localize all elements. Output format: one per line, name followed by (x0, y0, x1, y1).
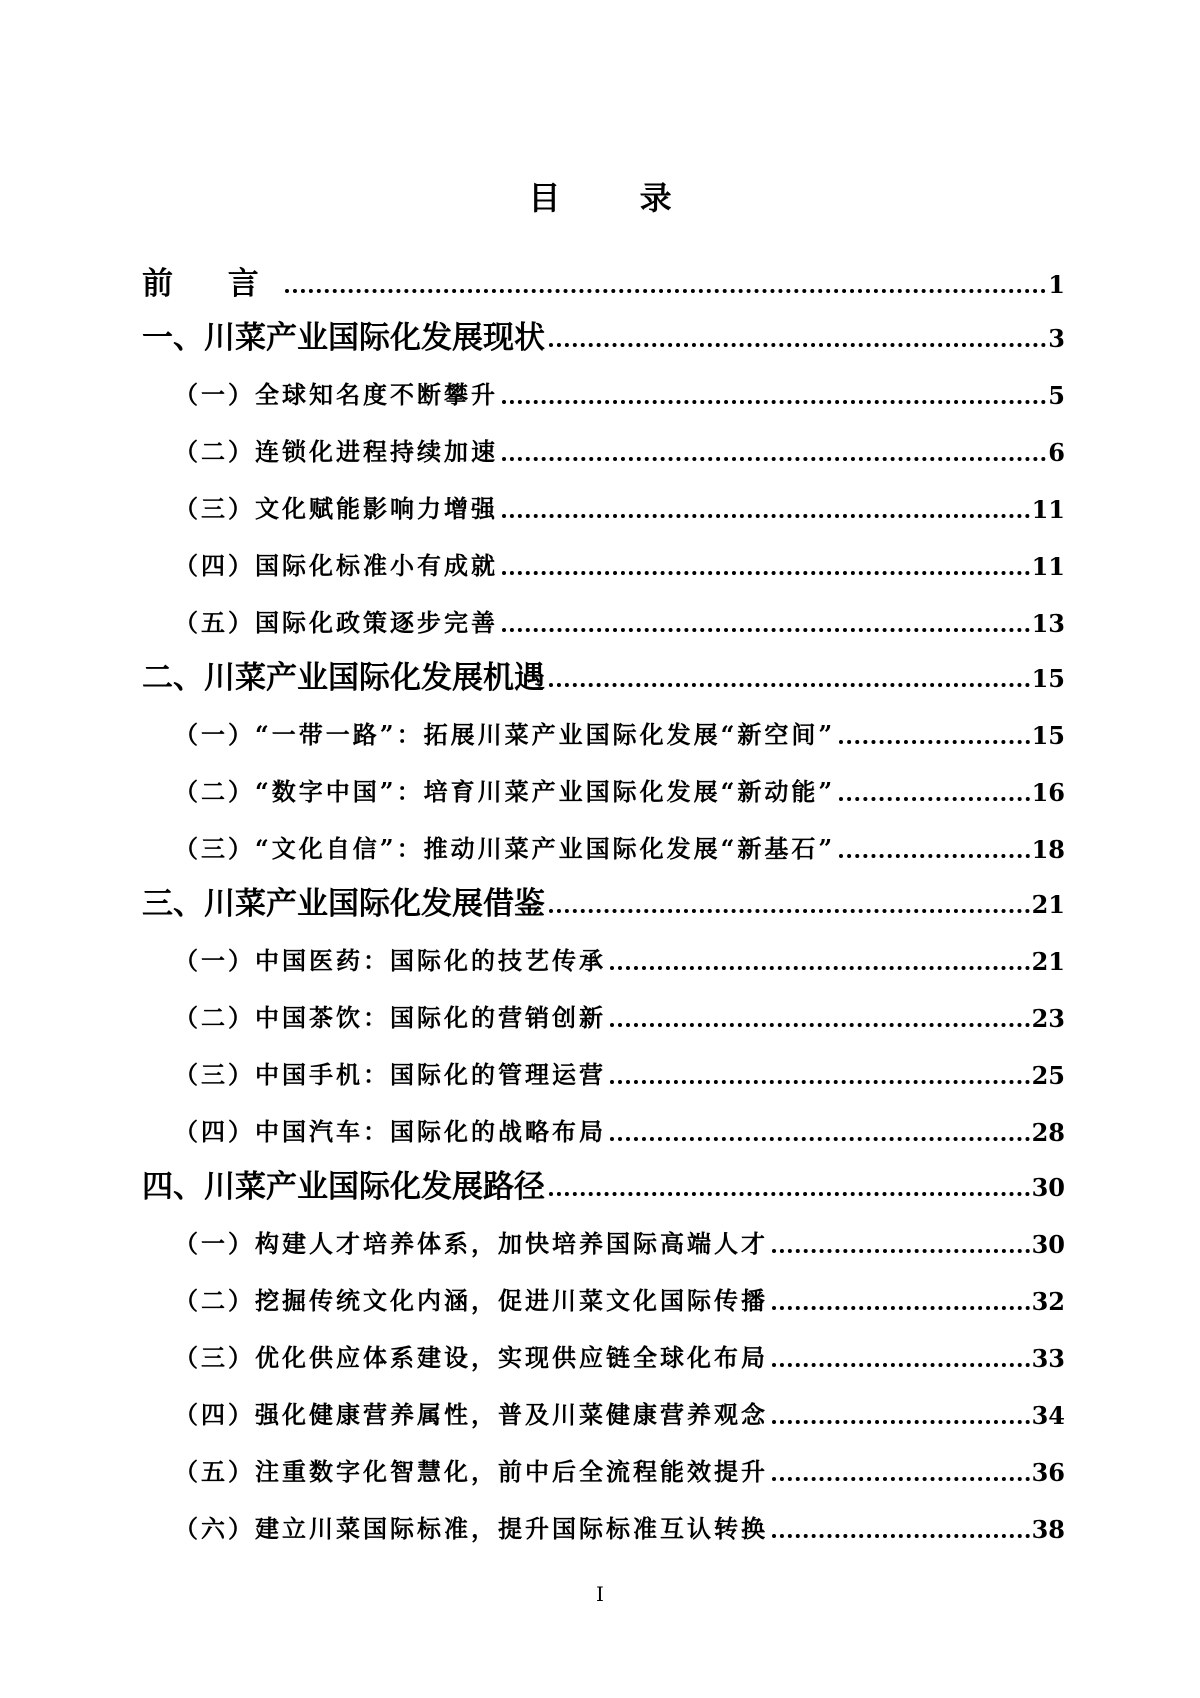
dot-leader (772, 1534, 1030, 1538)
toc-entry-section-4-5[interactable] (174, 1450, 1065, 1490)
toc-entry-label: （四）国际化标准小有成就 (174, 551, 498, 580)
toc-entry-page: 36 (1031, 1458, 1065, 1487)
dot-leader (502, 457, 1046, 461)
toc-entry-label: （二）挖掘传统文化内涵，促进川菜文化国际传播 (174, 1286, 768, 1315)
dot-leader (549, 343, 1046, 347)
toc-entry-preface[interactable] (142, 262, 1065, 302)
dot-leader (839, 797, 1029, 801)
toc-entry-label: （三）中国手机：国际化的管理运营 (174, 1060, 606, 1089)
toc-entry-section-2-1[interactable] (174, 713, 1065, 753)
toc-entry-section-3[interactable] (142, 882, 1065, 922)
toc-entry-label: （二）连锁化进程持续加速 (174, 437, 498, 466)
toc-entry-section-3-4[interactable] (174, 1110, 1065, 1150)
toc-entry-page: 15 (1031, 721, 1065, 750)
dot-leader (610, 1023, 1030, 1027)
toc-entry-section-1-3[interactable] (174, 487, 1065, 527)
toc-entry-label: （一）中国医药：国际化的技艺传承 (174, 946, 606, 975)
toc-entry-section-1-1[interactable] (174, 373, 1065, 413)
toc-entry-page: 25 (1031, 1061, 1065, 1090)
toc-entry-label: 三、川菜产业国际化发展借鉴 (142, 886, 545, 922)
dot-leader (772, 1420, 1030, 1424)
dot-leader (610, 1137, 1030, 1141)
toc-entry-section-4-3[interactable] (174, 1336, 1065, 1376)
toc-entry-section-1-2[interactable] (174, 430, 1065, 470)
toc-entry-page: 23 (1031, 1004, 1065, 1033)
toc-entry-page: 15 (1031, 664, 1065, 693)
toc-entry-page: 38 (1031, 1515, 1065, 1544)
toc-entry-label: （五）国际化政策逐步完善 (174, 608, 498, 637)
dot-leader (502, 628, 1030, 632)
toc-entry-section-4-1[interactable] (174, 1222, 1065, 1262)
toc-entry-section-1[interactable] (142, 316, 1065, 356)
dot-leader (839, 740, 1029, 744)
dot-leader (610, 966, 1030, 970)
toc-entry-label: （二）中国茶饮：国际化的营销创新 (174, 1003, 606, 1032)
toc-entry-page: 11 (1031, 552, 1065, 581)
dot-leader (502, 571, 1030, 575)
toc-entry-label: （四）强化健康营养属性，普及川菜健康营养观念 (174, 1400, 768, 1429)
footer-page-number: I (596, 1582, 604, 1606)
toc-entry-label: （一）全球知名度不断攀升 (174, 380, 498, 409)
toc-entry-label: （一）“一带一路”：拓展川菜产业国际化发展“新空间” (174, 720, 836, 749)
dot-leader (839, 854, 1029, 858)
toc-entry-section-3-1[interactable] (174, 939, 1065, 979)
toc-entry-label: （一）构建人才培养体系，加快培养国际高端人才 (174, 1229, 768, 1258)
toc-entry-page: 5 (1048, 381, 1065, 410)
toc-entry-page: 32 (1031, 1287, 1065, 1316)
toc-entry-page: 16 (1031, 778, 1065, 807)
toc-entry-page: 21 (1031, 947, 1065, 976)
toc-entry-section-3-2[interactable] (174, 996, 1065, 1036)
toc-entry-section-2-2[interactable] (174, 770, 1065, 810)
toc-entry-section-2[interactable] (142, 656, 1065, 696)
dot-leader (610, 1080, 1030, 1084)
toc-entry-section-1-5[interactable] (174, 601, 1065, 641)
toc-entry-page: 3 (1048, 324, 1065, 353)
toc-entry-section-4[interactable] (142, 1165, 1065, 1205)
dot-leader (549, 1192, 1030, 1196)
toc-entry-label: （六）建立川菜国际标准，提升国际标准互认转换 (174, 1514, 768, 1543)
toc-entry-page: 34 (1031, 1401, 1065, 1430)
toc-entry-page: 1 (1048, 270, 1065, 299)
toc-entry-section-2-3[interactable] (174, 827, 1065, 867)
dot-leader (502, 514, 1030, 518)
toc-entry-page: 21 (1031, 890, 1065, 919)
toc-entry-label: 二、川菜产业国际化发展机遇 (142, 660, 545, 696)
toc-entry-label: 四、川菜产业国际化发展路径 (142, 1169, 545, 1205)
dot-leader (772, 1249, 1030, 1253)
dot-leader (772, 1306, 1030, 1310)
toc-entry-section-4-4[interactable] (174, 1393, 1065, 1433)
toc-title: 目 录 (528, 179, 706, 217)
toc-entry-page: 30 (1031, 1230, 1065, 1259)
toc-entry-label: （四）中国汽车：国际化的战略布局 (174, 1117, 606, 1146)
toc-entry-section-4-6[interactable] (174, 1507, 1065, 1547)
toc-entry-label: （三）文化赋能影响力增强 (174, 494, 498, 523)
toc-entry-label: （五）注重数字化智慧化，前中后全流程能效提升 (174, 1457, 768, 1486)
dot-leader (772, 1363, 1030, 1367)
dot-leader (285, 289, 1047, 293)
toc-entry-label: （三）“文化自信”：推动川菜产业国际化发展“新基石” (174, 834, 836, 863)
toc-entry-page: 18 (1031, 835, 1065, 864)
toc-entry-page: 13 (1031, 609, 1065, 638)
toc-entry-page: 30 (1031, 1173, 1065, 1202)
toc-entry-page: 11 (1031, 495, 1065, 524)
toc-entry-label: （二）“数字中国”：培育川菜产业国际化发展“新动能” (174, 777, 836, 806)
toc-entry-label: 前 言 (142, 266, 281, 302)
dot-leader (549, 683, 1030, 687)
toc-entry-label: （三）优化供应体系建设，实现供应链全球化布局 (174, 1343, 768, 1372)
dot-leader (549, 909, 1030, 913)
toc-entry-page: 33 (1031, 1344, 1065, 1373)
dot-leader (502, 400, 1046, 404)
toc-entry-label: 一、川菜产业国际化发展现状 (142, 320, 545, 356)
toc-entry-page: 6 (1048, 438, 1065, 467)
toc-entry-page: 28 (1031, 1118, 1065, 1147)
dot-leader (772, 1477, 1030, 1481)
toc-entry-section-4-2[interactable] (174, 1279, 1065, 1319)
toc-entry-section-1-4[interactable] (174, 544, 1065, 584)
toc-entry-section-3-3[interactable] (174, 1053, 1065, 1093)
